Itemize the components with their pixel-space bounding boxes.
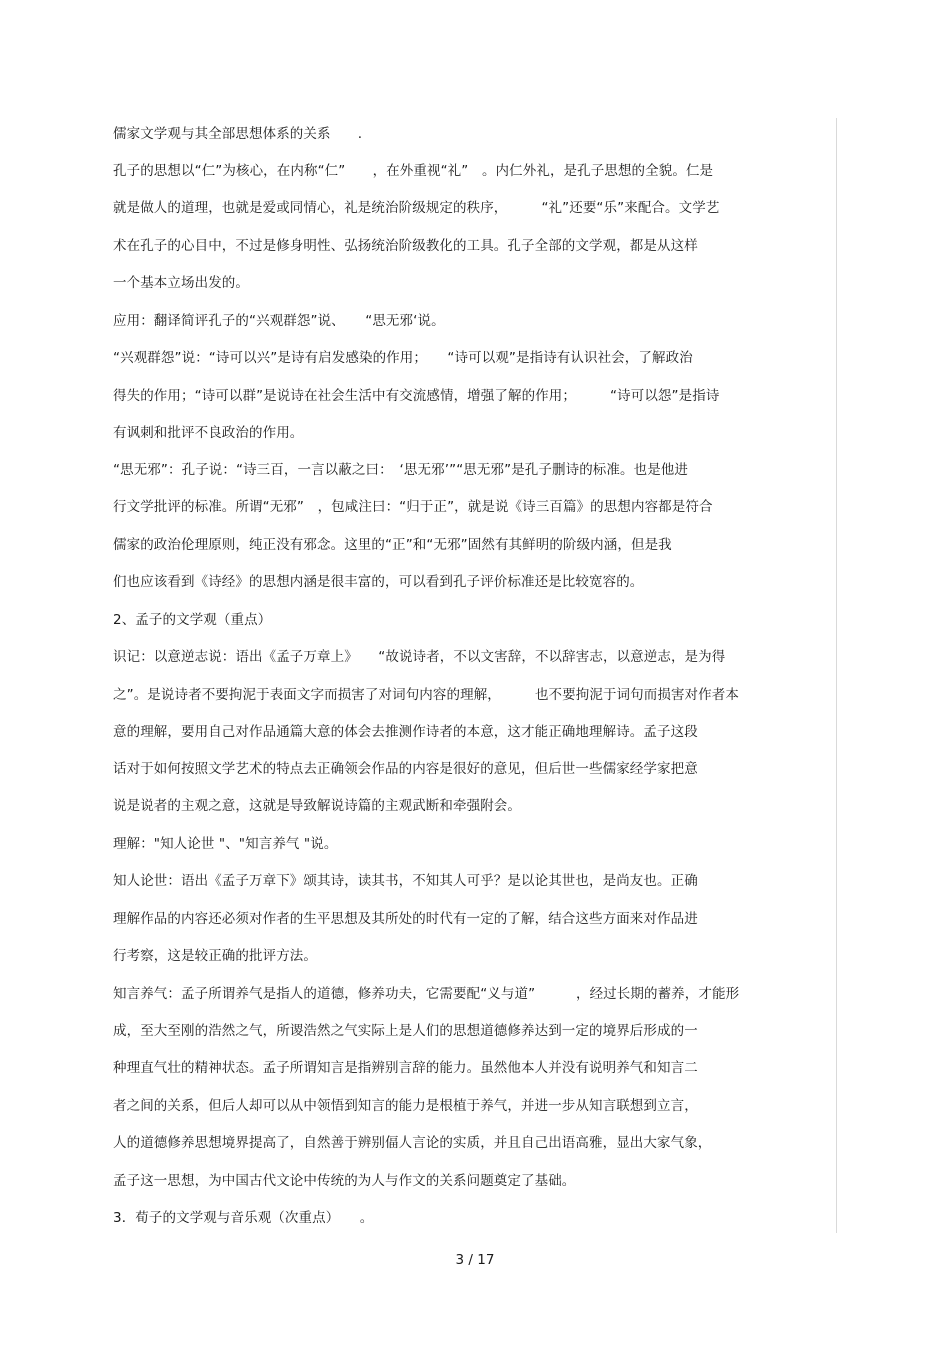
section-heading: 2、孟子的文学观（重点） — [113, 612, 272, 628]
text-line: 行文学批评的标准。所谓“无邪” ，包咸注曰：“归于正”，就是说《诗三百篇》的思想内容都是符合 — [113, 499, 713, 515]
text-line: 应用：翻译简评孔子的“兴观群怨”说、 “思无邪‘说。 — [113, 313, 445, 329]
text-line: 术在孔子的心目中，不过是修身明性、弘扬统治阶级教化的工具。孔子全部的文学观，都是从这样 — [113, 238, 698, 254]
text-line: “兴观群怨”说：“诗可以兴”是诗有启发感染的作用； “诗可以观”是指诗有认识社会，了解政治 — [113, 350, 693, 366]
text-line: 理解："知人论世 "、"知言养气 "说。 — [113, 836, 338, 852]
text-line: 儒家的政治伦理原则，纯正没有邪念。这里的“正”和“无邪”固然有其鲜明的阶级内涵，但是我 — [113, 537, 672, 553]
text-line: 理解作品的内容还必须对作者的生平思想及其所处的时代有一定的了解，结合这些方面来对作品进 — [113, 911, 698, 927]
text-line: 有讽刺和批评不良政治的作用。 — [113, 425, 304, 441]
text-line: 孔子的思想以“仁”为核心，在内称“仁” ，在外重视“礼” 。内仁外礼，是孔子思想的全貌。仁是 — [113, 163, 714, 179]
text-line: “思无邪”：孔子说：“诗三百，一言以蔽之曰： ‘思无邪’”“思无邪”是孔子删诗的标准。也是他进 — [113, 462, 688, 478]
section-heading: 3．荀子的文学观与音乐观（次重点） 。 — [113, 1210, 374, 1226]
text-line: 话对于如何按照文学艺术的特点去正确领会作品的内容是很好的意见，但后世一些儒家经学家把意 — [113, 761, 698, 777]
text-line: 孟子这一思想，为中国古代文论中传统的为人与作文的关系问题奠定了基础。 — [113, 1173, 576, 1189]
text-line: 者之间的关系，但后人却可以从中领悟到知言的能力是根植于养气，并进一步从知言联想到立言， — [113, 1098, 698, 1114]
text-line: 说是说者的主观之意，这就是导致解说诗篇的主观武断和牵强附会。 — [113, 798, 521, 814]
text-line: 知人论世：语出《孟子万章下》颂其诗，读其书，不知其人可乎？是以论其世也，是尚友也。正确 — [113, 873, 698, 889]
text-line: 意的理解，要用自己对作品通篇大意的体会去推测作诗者的本意，这才能正确地理解诗。孟子这段 — [113, 724, 698, 740]
text-line: 一个基本立场出发的。 — [113, 275, 249, 291]
text-line: 儒家文学观与其全部思想体系的关系 . — [113, 126, 363, 142]
text-line: 之”。是说诗者不要拘泥于表面文字而损害了对词句内容的理解， 也不要拘泥于词句而损害对作者本 — [113, 687, 739, 703]
page-number: 3 / 17 — [455, 1252, 495, 1268]
text-line: 就是做人的道理，也就是爱或同情心，礼是统治阶级规定的秩序， “礼”还要“乐”来配合。文学艺 — [113, 200, 720, 216]
text-line: 们也应该看到《诗经》的思想内涵是很丰富的，可以看到孔子评价标准还是比较宽容的。 — [113, 574, 644, 590]
text-line: 得失的作用；“诗可以群”是说诗在社会生活中有交流感情，增强了解的作用； “诗可以怨”是指诗 — [113, 388, 720, 404]
text-line: 知言养气：孟子所谓养气是指人的道德，修养功夫，它需要配“义与道” ，经过长期的蓄养，才能形 — [113, 986, 740, 1002]
text-line: 识记：以意逆志说：语出《孟子万章上》 “故说诗者，不以文害辞，不以辞害志，以意逆志，是为得 — [113, 649, 726, 665]
text-line: 成，至大至刚的浩然之气，所谡浩然之气实际上是人们的思想道德修养达到一定的境界后形成的一 — [113, 1023, 698, 1039]
text-line: 人的道德修养思想境界提高了，自然善于辨别偪人言论的实质，并且自己出语高雅，显出大家气象， — [113, 1135, 712, 1151]
text-line: 行考察，这是较正确的批评方法。 — [113, 948, 317, 964]
right-margin-rule — [836, 118, 837, 1233]
text-line: 种理直气壮的精神状态。孟子所谓知言是指辨别言辞的能力。虽然他本人并没有说明养气和知言二 — [113, 1060, 698, 1076]
